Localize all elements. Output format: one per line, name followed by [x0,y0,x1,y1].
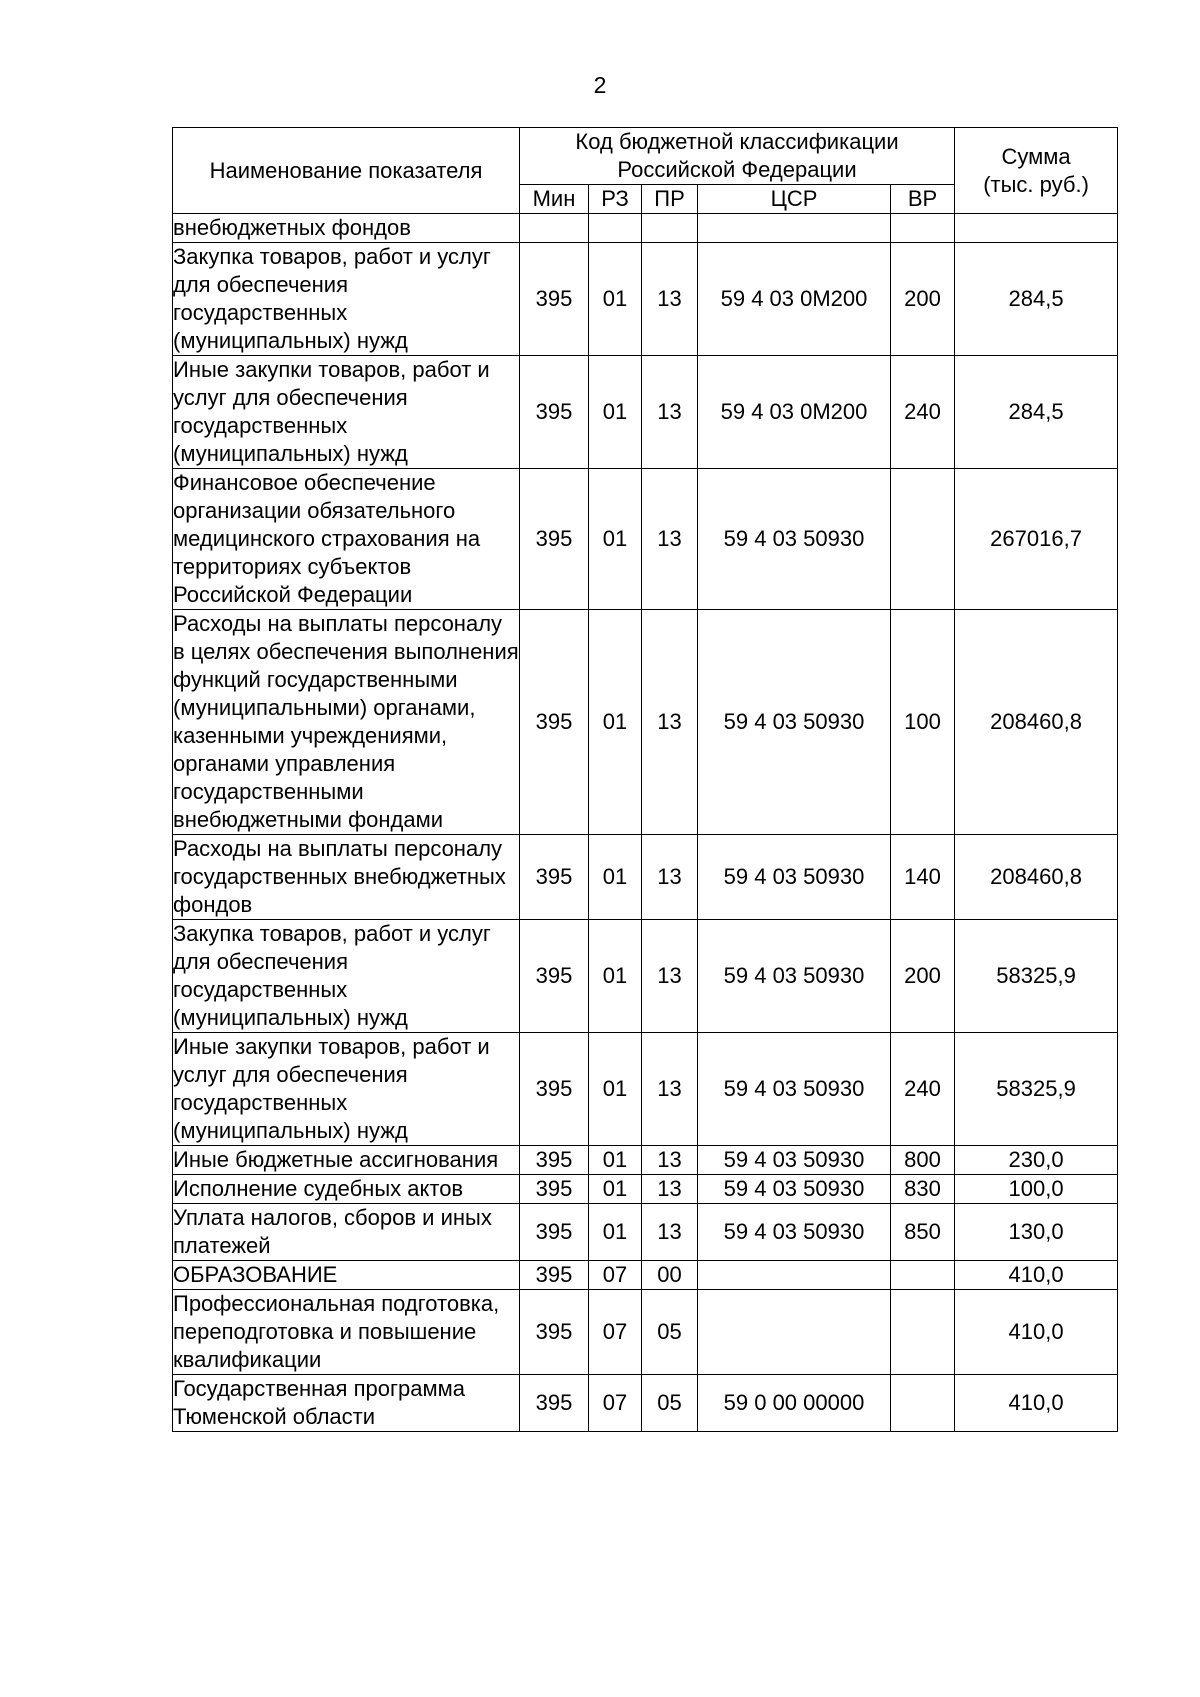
cell-csr [698,1261,891,1290]
cell-vr [891,469,955,610]
cell-csr [698,214,891,243]
cell-vr: 100 [891,610,955,835]
cell-vr: 240 [891,1033,955,1146]
cell-pr: 00 [642,1261,698,1290]
cell-name: Расходы на выплаты персоналу государственных внебюджетных фондов [173,835,520,920]
cell-sum: 58325,9 [955,1033,1118,1146]
cell-name: Расходы на выплаты персоналу в целях обеспечения выполнения функций государственными (муниципальными) органами, казенными учреждениями, органами управления государственными внебюджетными фондами [173,610,520,835]
header-pr: ПР [642,185,698,214]
cell-rz: 01 [589,243,642,356]
cell-rz: 01 [589,1146,642,1175]
cell-csr [698,1290,891,1375]
cell-vr: 140 [891,835,955,920]
cell-csr: 59 4 03 50930 [698,1033,891,1146]
cell-rz: 07 [589,1375,642,1432]
cell-rz [589,214,642,243]
cell-sum: 267016,7 [955,469,1118,610]
header-code-group [520,128,955,185]
table-row [173,920,1118,1033]
cell-csr: 59 4 03 50930 [698,835,891,920]
cell-pr [642,214,698,243]
cell-rz: 01 [589,1204,642,1261]
header-code-group-line1: Код бюджетной классификации [575,129,899,154]
cell-sum: 208460,8 [955,835,1118,920]
cell-sum: 208460,8 [955,610,1118,835]
cell-rz: 01 [589,469,642,610]
cell-min: 395 [520,1375,589,1432]
cell-vr: 830 [891,1175,955,1204]
cell-name: Иные закупки товаров, работ и услуг для обеспечения государственных (муниципальных) нужд [173,1033,520,1146]
cell-vr: 240 [891,356,955,469]
cell-vr [891,214,955,243]
cell-rz: 01 [589,610,642,835]
cell-min: 395 [520,1146,589,1175]
cell-min: 395 [520,610,589,835]
table-row [173,610,1118,835]
cell-vr: 800 [891,1146,955,1175]
cell-min: 395 [520,920,589,1033]
cell-rz: 01 [589,1033,642,1146]
cell-rz: 07 [589,1290,642,1375]
cell-csr: 59 4 03 0М200 [698,243,891,356]
cell-pr: 13 [642,469,698,610]
table-row [173,1033,1118,1146]
cell-vr [891,1375,955,1432]
cell-rz: 01 [589,920,642,1033]
cell-min: 395 [520,469,589,610]
cell-pr: 13 [642,1033,698,1146]
cell-vr [891,1261,955,1290]
cell-pr: 13 [642,1146,698,1175]
table-row [173,1146,1118,1175]
cell-csr: 59 4 03 50930 [698,920,891,1033]
cell-min: 395 [520,1175,589,1204]
cell-min [520,214,589,243]
table-row [173,835,1118,920]
cell-sum: 284,5 [955,243,1118,356]
cell-sum: 410,0 [955,1261,1118,1290]
cell-sum [955,214,1118,243]
header-name: Наименование показателя [173,128,520,214]
cell-name: Финансовое обеспечение организации обязательного медицинского страхования на территориях субъектов Российской Федерации [173,469,520,610]
cell-name: внебюджетных фондов [173,214,520,243]
table-row [173,1261,1118,1290]
cell-vr: 200 [891,243,955,356]
cell-pr: 13 [642,920,698,1033]
cell-pr: 05 [642,1290,698,1375]
cell-name: Уплата налогов, сборов и иных платежей [173,1204,520,1261]
cell-rz: 01 [589,1175,642,1204]
cell-csr: 59 4 03 50930 [698,469,891,610]
cell-sum: 130,0 [955,1204,1118,1261]
cell-rz: 01 [589,835,642,920]
cell-csr: 59 4 03 0М200 [698,356,891,469]
table-row [173,356,1118,469]
cell-csr: 59 0 00 00000 [698,1375,891,1432]
cell-pr: 13 [642,610,698,835]
page-number: 2 [593,72,607,98]
header-sum-line1: Сумма [1001,143,1071,169]
cell-min: 395 [520,1290,589,1375]
cell-pr: 13 [642,835,698,920]
cell-sum: 410,0 [955,1290,1118,1375]
budget-table [172,127,1118,1432]
table-row [173,214,1118,243]
cell-name: Исполнение судебных актов [173,1175,520,1204]
cell-pr: 13 [642,243,698,356]
cell-pr: 13 [642,1204,698,1261]
table-row [173,243,1118,356]
cell-sum: 410,0 [955,1375,1118,1432]
cell-sum: 230,0 [955,1146,1118,1175]
cell-pr: 13 [642,356,698,469]
cell-rz: 07 [589,1261,642,1290]
cell-min: 395 [520,1204,589,1261]
cell-pr: 13 [642,1175,698,1204]
cell-name: Закупка товаров, работ и услуг для обеспечения государственных (муниципальных) нужд [173,243,520,356]
cell-min: 395 [520,356,589,469]
cell-name: Профессиональная подготовка, переподготовка и повышение квалификации [173,1290,520,1375]
cell-rz: 01 [589,356,642,469]
cell-vr [891,1290,955,1375]
cell-csr: 59 4 03 50930 [698,1146,891,1175]
table-row [173,1204,1118,1261]
cell-csr: 59 4 03 50930 [698,610,891,835]
header-code-group-line2: Российской Федерации [617,157,857,182]
header-min: Мин [520,185,589,214]
cell-sum: 100,0 [955,1175,1118,1204]
header-sum-line2: (тыс. руб.) [983,171,1089,197]
cell-sum: 58325,9 [955,920,1118,1033]
header-vr: ВР [891,185,955,214]
cell-min: 395 [520,243,589,356]
cell-vr: 200 [891,920,955,1033]
table-row [173,1175,1118,1204]
cell-sum: 284,5 [955,356,1118,469]
header-rz: РЗ [589,185,642,214]
cell-csr: 59 4 03 50930 [698,1175,891,1204]
cell-pr: 05 [642,1375,698,1432]
table-row [173,469,1118,610]
table-row [173,1375,1118,1432]
cell-name: Иные бюджетные ассигнования [173,1146,520,1175]
cell-name: Закупка товаров, работ и услуг для обеспечения государственных (муниципальных) нужд [173,920,520,1033]
cell-name: ОБРАЗОВАНИЕ [173,1261,520,1290]
header-sum [955,128,1118,214]
cell-name: Иные закупки товаров, работ и услуг для обеспечения государственных (муниципальных) нужд [173,356,520,469]
cell-csr: 59 4 03 50930 [698,1204,891,1261]
cell-min: 395 [520,835,589,920]
cell-min: 395 [520,1033,589,1146]
header-csr: ЦСР [698,185,891,214]
cell-name: Государственная программа Тюменской области [173,1375,520,1432]
cell-min: 395 [520,1261,589,1290]
cell-vr: 850 [891,1204,955,1261]
table-row [173,1290,1118,1375]
